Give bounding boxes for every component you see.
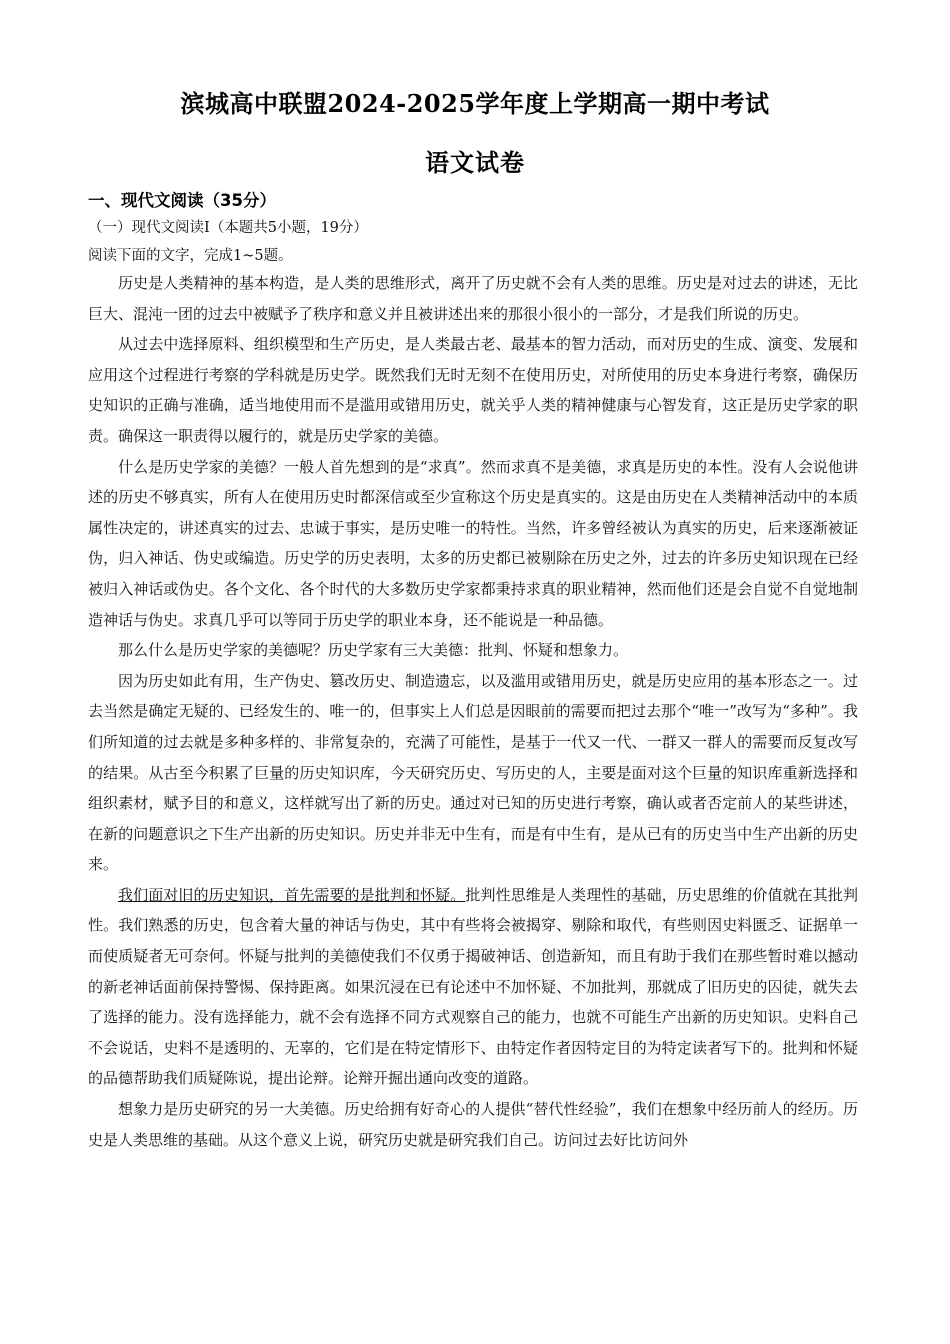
passage-paragraph-underlined: [88, 880, 858, 1094]
section-heading: 一、现代文阅读（35分）: [88, 191, 276, 210]
passage-paragraph: 从过去中选择原料、组织模型和生产历史，是人类最古老、最基本的智力活动，而对历史的生成、演变、发展和应用这个过程进行考察的学科就是历史学。既然我们无时无刻不在使用历史，对所使用的历史本身进行考察，确保历史知识的正确与准确，适当地使用而不是滥用或错用历史，就关乎人类的精神健康与心智发育，这正是历史学家的职责。确保这一职责得以履行的，就是历史学家的美德。: [88, 335, 858, 445]
passage-paragraph: 什么是历史学家的美德？一般人首先想到的是“求真”。然而求真不是美德，求真是历史的本性。没有人会说他讲述的历史不够真实，所有人在使用历史时都深信或至少宣称这个历史是真实的。这是由历史在人类精神活动中的本质属性决定的，讲述真实的过去、忠诚于事实，是历史唯一的特性。当然，许多曾经被认为真实的历史，后来逐渐被证伪，归入神话、伪史或编造。历史学的历史表明，太多的历史都已被剔除在历史之外，过去的许多历史知识现在已经被归入神话或伪史。各个文化、各个时代的大多数历史学家都秉持求真的职业精神，然而他们还是会自觉不自觉地制造神话与伪史。求真几乎可以等同于历史学的职业本身，还不能说是一种品德。: [88, 457, 858, 629]
exam-subtitle: 语文试卷: [425, 148, 525, 177]
reading-instruction: 阅读下面的文字，完成1~5题。: [88, 248, 293, 264]
passage-paragraph: 因为历史如此有用，生产伪史、篡改历史、制造遗忘，以及滥用或错用历史，就是历史应用的基本形态之一。过去当然是确定无疑的、已经发生的、唯一的，但事实上人们总是因眼前的需要而把过去那个“唯一”改写为“多种”。我们所知道的过去就是多种多样的、非常复杂的，充满了可能性，是基于一代又一代、一群又一群人的需要而反复改写的结果。从古至今积累了巨量的历史知识库，今天研究历史、写历史的人，主要是面对这个巨量的知识库重新选择和组织素材，赋予目的和意义，这样就写出了新的历史。通过对已知的历史进行考察，确认或者否定前人的某些讲述，在新的问题意识之下生产出新的历史知识。历史并非无中生有，而是有中生有，是从已有的历史当中生产出新的历史来。: [88, 671, 858, 874]
passage-paragraph: 那么什么是历史学家的美德呢？历史学家有三大美德：批判、怀疑和想象力。: [118, 641, 629, 660]
passage-paragraph: 历史是人类精神的基本构造，是人类的思维形式，离开了历史就不会有人类的思维。历史是对过去的讲述，无比巨大、混沌一团的过去中被赋予了秩序和意义并且被讲述出来的那很小很小的一部分，才是我们所说的历史。: [88, 274, 858, 323]
reading-passage: [88, 268, 858, 1155]
passage-paragraph: 想象力是历史研究的另一大美德。历史给拥有好奇心的人提供“替代性经验”，我们在想象中经历前人的经历。历史是人类思维的基础。从这个意义上说，研究历史就是研究我们自己。访问过去好比访问外: [88, 1100, 858, 1149]
paragraph-remainder: 批判性思维是人类理性的基础，历史思维的价值就在其批判性。我们熟悉的历史，包含着大量的神话与伪史，其中有些将会被揭穿、剔除和取代，有些则因史料匮乏、证据单一而使质疑者无可奈何。怀疑与批判的美德使我们不仅勇于揭破神话、创造新知，而且有助于我们在那些暂时难以撼动的新老神话面前保持警惕、保持距离。如果沉浸在已有论述中不加怀疑、不加批判，那就成了旧历史的囚徒，就失去了选择的能力。没有选择能力，就不会有选择不同方式观察自己的能力，也就不可能生产出新的历史知识。史料自己不会说话，史料不是透明的、无辜的，它们是在特定情形下、由特定作者因特定目的为特定读者写下的。批判和怀疑的品德帮助我们质疑陈说，提出论辩。论辩开掘出通向改变的道路。: [88, 885, 858, 1088]
exam-title: 滨城高中联盟2024-2025学年度上学期高一期中考试: [180, 89, 770, 118]
underlined-sentence: 我们面对旧的历史知识，首先需要的是批判和怀疑。: [118, 885, 466, 904]
sub-heading: （一）现代文阅读Ⅰ（本题共5小题，19分）: [88, 220, 368, 236]
